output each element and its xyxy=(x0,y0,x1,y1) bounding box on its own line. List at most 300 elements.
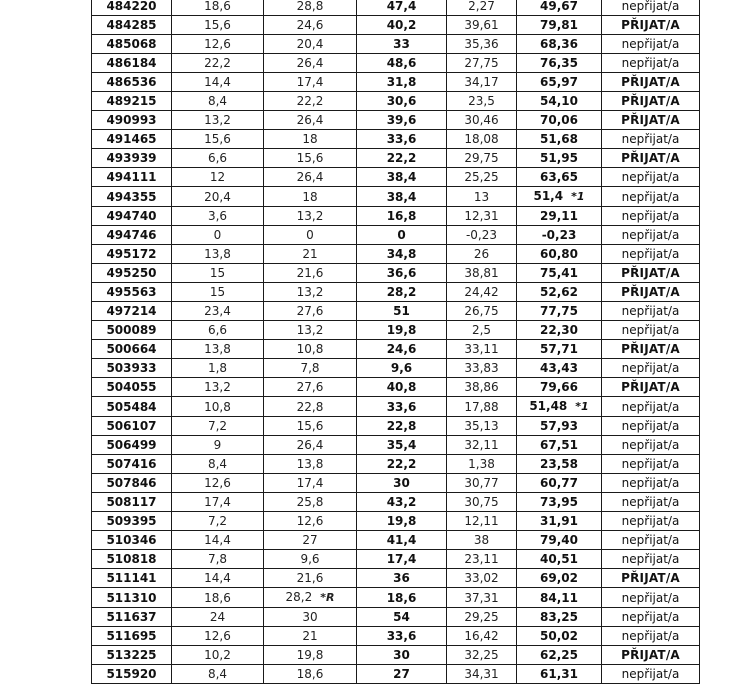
total-cell xyxy=(517,455,602,474)
applicant-id-cell xyxy=(92,340,172,359)
status-cell xyxy=(602,493,700,512)
score-b-cell xyxy=(264,378,357,397)
applicant-id-cell xyxy=(92,111,172,130)
score-b-cell xyxy=(264,73,357,92)
applicant-id-cell xyxy=(92,569,172,588)
status-cell-value: nepřijat/a xyxy=(621,247,680,261)
score-d-cell xyxy=(447,512,517,531)
subtotal-cell xyxy=(357,359,447,378)
status-cell xyxy=(602,0,700,16)
status-cell-value: nepřijat/a xyxy=(621,132,680,146)
score-d-cell xyxy=(447,550,517,569)
total-cell-value: 23,58 xyxy=(540,457,578,471)
table-row xyxy=(92,512,700,531)
status-cell xyxy=(602,436,700,455)
total-cell xyxy=(517,588,602,608)
score-d-cell-value: 1,38 xyxy=(468,457,495,471)
score-a-cell xyxy=(172,588,264,608)
score-a-cell-value: 7,8 xyxy=(207,552,228,566)
applicant-id-cell xyxy=(92,455,172,474)
score-d-cell-value: 25,25 xyxy=(464,170,499,184)
score-d-cell xyxy=(447,0,517,16)
applicant-id-cell xyxy=(92,73,172,92)
score-a-cell-value: 3,6 xyxy=(207,209,228,223)
table-row xyxy=(92,359,700,378)
subtotal-cell-value: 16,8 xyxy=(386,209,417,223)
total-cell xyxy=(517,531,602,550)
score-a-cell xyxy=(172,436,264,455)
score-d-cell-value: 26,75 xyxy=(464,304,499,318)
status-cell-value: nepřijat/a xyxy=(621,304,680,318)
total-cell-value: 49,67 xyxy=(540,0,578,13)
applicant-id-cell xyxy=(92,474,172,493)
score-d-cell-value: 39,61 xyxy=(464,18,499,32)
total-cell xyxy=(517,54,602,73)
score-b-cell-value: 28,2 xyxy=(285,590,313,604)
score-d-cell xyxy=(447,340,517,359)
score-a-cell xyxy=(172,569,264,588)
score-d-cell xyxy=(447,397,517,417)
total-cell xyxy=(517,149,602,168)
table-row xyxy=(92,226,700,245)
status-cell xyxy=(602,245,700,264)
status-cell xyxy=(602,187,700,207)
applicant-id-cell-value: 510346 xyxy=(106,533,157,547)
score-b-cell-value: 15,6 xyxy=(296,419,324,433)
score-d-cell xyxy=(447,264,517,283)
total-cell-value: 29,11 xyxy=(540,209,578,223)
subtotal-cell xyxy=(357,283,447,302)
subtotal-cell xyxy=(357,474,447,493)
score-b-cell-value: 15,6 xyxy=(296,151,324,165)
total-cell xyxy=(517,569,602,588)
status-cell-value: nepřijat/a xyxy=(621,399,680,414)
total-cell xyxy=(517,359,602,378)
total-cell xyxy=(517,207,602,226)
table-row xyxy=(92,283,700,302)
applicant-id-cell-value: 497214 xyxy=(106,304,157,318)
score-a-cell-value: 9 xyxy=(213,438,222,452)
status-cell xyxy=(602,359,700,378)
score-b-cell-value: 27 xyxy=(302,533,318,547)
applicant-id-cell xyxy=(92,512,172,531)
applicant-id-cell-value: 485068 xyxy=(106,37,157,51)
score-a-cell xyxy=(172,455,264,474)
score-d-cell xyxy=(447,359,517,378)
score-a-cell-value: 22,2 xyxy=(204,56,231,70)
subtotal-cell-value: 40,8 xyxy=(386,380,417,394)
total-cell xyxy=(517,340,602,359)
subtotal-cell xyxy=(357,531,447,550)
score-b-cell-value: 10,8 xyxy=(296,342,324,356)
score-b-cell-value: 27,6 xyxy=(296,304,324,318)
score-b-cell xyxy=(264,264,357,283)
score-d-cell-value: 29,75 xyxy=(464,151,499,165)
score-d-cell-value: 38 xyxy=(473,533,490,547)
table-row xyxy=(92,455,700,474)
applicant-id-cell-value: 505484 xyxy=(106,399,157,414)
total-cell xyxy=(517,264,602,283)
score-a-cell xyxy=(172,207,264,226)
total-cell-value: 79,40 xyxy=(540,533,578,547)
total-cell xyxy=(517,608,602,627)
score-b-cell-value: 9,6 xyxy=(300,552,320,566)
score-b-cell-value: 13,8 xyxy=(296,457,324,471)
total-cell-value: 73,95 xyxy=(540,495,578,509)
footnote-mark: *R xyxy=(320,591,335,604)
total-cell xyxy=(517,130,602,149)
score-a-cell-value: 8,4 xyxy=(207,94,228,108)
status-cell-value: nepřijat/a xyxy=(621,56,680,70)
score-d-cell-value: 18,08 xyxy=(464,132,499,146)
score-a-cell xyxy=(172,417,264,436)
status-cell-value: PŘIJAT/A xyxy=(621,113,680,127)
applicant-id-cell xyxy=(92,16,172,35)
subtotal-cell-value: 34,8 xyxy=(386,247,417,261)
applicant-id-cell-value: 495172 xyxy=(106,247,157,261)
score-a-cell-value: 6,6 xyxy=(207,323,228,337)
score-a-cell xyxy=(172,359,264,378)
subtotal-cell-value: 38,4 xyxy=(386,189,417,204)
total-cell-value: 40,51 xyxy=(540,552,578,566)
total-cell xyxy=(517,111,602,130)
status-cell-value: PŘIJAT/A xyxy=(621,75,680,89)
total-cell xyxy=(517,397,602,417)
score-a-cell-value: 12,6 xyxy=(204,37,231,51)
status-cell-value: PŘIJAT/A xyxy=(621,18,680,32)
score-b-cell-value: 25,8 xyxy=(296,495,324,509)
table-row xyxy=(92,340,700,359)
status-cell-value: nepřijat/a xyxy=(621,0,680,13)
score-b-cell xyxy=(264,207,357,226)
applicant-id-cell-value: 515920 xyxy=(106,667,157,681)
status-cell xyxy=(602,73,700,92)
subtotal-cell-value: 36,6 xyxy=(386,266,417,280)
applicant-id-cell xyxy=(92,149,172,168)
applicant-id-cell xyxy=(92,531,172,550)
status-cell-value: nepřijat/a xyxy=(621,590,680,605)
score-a-cell-value: 1,8 xyxy=(207,361,228,375)
score-a-cell xyxy=(172,646,264,665)
table-row xyxy=(92,245,700,264)
score-d-cell xyxy=(447,207,517,226)
score-a-cell-value: 14,4 xyxy=(204,571,231,585)
score-b-cell-value: 21 xyxy=(302,247,318,261)
score-d-cell xyxy=(447,245,517,264)
total-cell xyxy=(517,283,602,302)
score-b-cell xyxy=(264,54,357,73)
status-cell-value: PŘIJAT/A xyxy=(621,342,680,356)
score-d-cell xyxy=(447,302,517,321)
score-b-cell xyxy=(264,111,357,130)
results-table xyxy=(91,0,700,684)
total-cell-value: 70,06 xyxy=(540,113,578,127)
applicant-id-cell-value: 513225 xyxy=(106,648,157,662)
table-row xyxy=(92,54,700,73)
status-cell xyxy=(602,608,700,627)
total-cell xyxy=(517,417,602,436)
score-b-cell xyxy=(264,665,357,684)
total-cell xyxy=(517,646,602,665)
score-a-cell xyxy=(172,493,264,512)
score-d-cell xyxy=(447,474,517,493)
table-row xyxy=(92,264,700,283)
total-cell-value: 54,10 xyxy=(540,94,578,108)
score-b-cell xyxy=(264,302,357,321)
applicant-id-cell-value: 511310 xyxy=(106,590,157,605)
total-cell-value: 83,25 xyxy=(540,610,578,624)
score-a-cell-value: 15,6 xyxy=(204,132,231,146)
total-cell xyxy=(517,245,602,264)
applicant-id-cell xyxy=(92,436,172,455)
score-a-cell-value: 7,2 xyxy=(207,419,228,433)
total-cell-value: 77,75 xyxy=(540,304,578,318)
subtotal-cell xyxy=(357,321,447,340)
score-d-cell xyxy=(447,627,517,646)
score-d-cell xyxy=(447,608,517,627)
total-cell-value: 62,25 xyxy=(540,648,578,662)
total-cell xyxy=(517,627,602,646)
total-cell xyxy=(517,474,602,493)
score-a-cell xyxy=(172,378,264,397)
score-d-cell xyxy=(447,92,517,111)
total-cell-value: 76,35 xyxy=(540,56,578,70)
subtotal-cell xyxy=(357,111,447,130)
score-d-cell-value: 23,5 xyxy=(468,94,495,108)
score-a-cell-value: 18,6 xyxy=(204,0,231,13)
total-cell-value: 50,02 xyxy=(540,629,578,643)
applicant-id-cell-value: 491465 xyxy=(106,132,157,146)
table-row xyxy=(92,665,700,684)
table-row xyxy=(92,35,700,54)
subtotal-cell xyxy=(357,397,447,417)
subtotal-cell-value: 51 xyxy=(393,304,410,318)
score-b-cell-value: 19,8 xyxy=(296,648,324,662)
status-cell-value: nepřijat/a xyxy=(621,438,680,452)
total-cell xyxy=(517,73,602,92)
score-d-cell xyxy=(447,665,517,684)
total-cell xyxy=(517,0,602,16)
score-a-cell-value: 14,4 xyxy=(204,75,231,89)
status-cell-value: PŘIJAT/A xyxy=(621,94,680,108)
total-cell-value: 51,4 xyxy=(533,189,564,203)
score-a-cell xyxy=(172,397,264,417)
score-d-cell-value: 38,86 xyxy=(464,380,499,394)
score-a-cell xyxy=(172,550,264,569)
subtotal-cell xyxy=(357,73,447,92)
total-cell-value: 60,77 xyxy=(540,476,578,490)
score-d-cell xyxy=(447,321,517,340)
applicant-id-cell xyxy=(92,302,172,321)
status-cell-value: nepřijat/a xyxy=(621,514,680,528)
score-d-cell xyxy=(447,111,517,130)
subtotal-cell-value: 47,4 xyxy=(386,0,417,13)
subtotal-cell-value: 43,2 xyxy=(386,495,417,509)
score-a-cell-value: 15 xyxy=(209,266,226,280)
status-cell xyxy=(602,226,700,245)
score-a-cell xyxy=(172,321,264,340)
status-cell xyxy=(602,512,700,531)
applicant-id-cell xyxy=(92,550,172,569)
applicant-id-cell xyxy=(92,627,172,646)
applicant-id-cell-value: 494111 xyxy=(106,170,157,184)
applicant-id-cell-value: 503933 xyxy=(106,361,157,375)
subtotal-cell-value: 54 xyxy=(393,610,410,624)
score-b-cell xyxy=(264,283,357,302)
status-cell xyxy=(602,340,700,359)
subtotal-cell xyxy=(357,168,447,187)
score-d-cell-value: 29,25 xyxy=(464,610,499,624)
subtotal-cell-value: 36 xyxy=(393,571,410,585)
total-cell-value: 51,95 xyxy=(540,151,578,165)
score-a-cell-value: 12,6 xyxy=(204,629,231,643)
total-cell-value: 61,31 xyxy=(540,667,578,681)
status-cell-value: nepřijat/a xyxy=(621,629,680,643)
score-b-cell-value: 28,8 xyxy=(296,0,324,13)
score-d-cell-value: 34,31 xyxy=(464,667,499,681)
status-cell xyxy=(602,35,700,54)
score-d-cell xyxy=(447,35,517,54)
score-a-cell xyxy=(172,54,264,73)
score-b-cell xyxy=(264,588,357,608)
table-row xyxy=(92,92,700,111)
score-d-cell-value: 17,88 xyxy=(464,399,499,414)
status-cell xyxy=(602,92,700,111)
applicant-id-cell xyxy=(92,359,172,378)
subtotal-cell-value: 33,6 xyxy=(386,399,417,414)
applicant-id-cell xyxy=(92,130,172,149)
applicant-id-cell-value: 509395 xyxy=(106,514,157,528)
applicant-id-cell-value: 490993 xyxy=(106,113,157,127)
score-d-cell-value: 30,77 xyxy=(464,476,499,490)
subtotal-cell xyxy=(357,436,447,455)
applicant-id-cell-value: 494746 xyxy=(106,228,157,242)
score-d-cell-value: 33,83 xyxy=(464,361,499,375)
applicant-id-cell-value: 511637 xyxy=(106,610,157,624)
score-b-cell xyxy=(264,35,357,54)
status-cell xyxy=(602,16,700,35)
table-row xyxy=(92,187,700,207)
score-a-cell xyxy=(172,226,264,245)
score-a-cell xyxy=(172,474,264,493)
status-cell-value: nepřijat/a xyxy=(621,552,680,566)
score-d-cell xyxy=(447,417,517,436)
subtotal-cell xyxy=(357,550,447,569)
score-a-cell-value: 13,2 xyxy=(204,113,231,127)
score-b-cell-value: 30 xyxy=(302,610,318,624)
table-row xyxy=(92,588,700,608)
score-a-cell-value: 12,6 xyxy=(204,476,231,490)
applicant-id-cell-value: 493939 xyxy=(106,151,157,165)
table-row xyxy=(92,16,700,35)
score-b-cell-value: 13,2 xyxy=(296,209,324,223)
table-row xyxy=(92,0,700,16)
score-d-cell-value: -0,23 xyxy=(465,228,498,242)
total-cell xyxy=(517,226,602,245)
score-b-cell xyxy=(264,569,357,588)
status-cell xyxy=(602,531,700,550)
score-a-cell-value: 15 xyxy=(209,285,226,299)
score-b-cell xyxy=(264,627,357,646)
subtotal-cell-value: 33,6 xyxy=(386,629,417,643)
score-b-cell xyxy=(264,16,357,35)
score-a-cell xyxy=(172,340,264,359)
table-row xyxy=(92,130,700,149)
subtotal-cell xyxy=(357,207,447,226)
score-a-cell-value: 7,2 xyxy=(207,514,228,528)
applicant-id-cell-value: 511695 xyxy=(106,629,157,643)
status-cell-value: PŘIJAT/A xyxy=(621,266,680,280)
subtotal-cell xyxy=(357,588,447,608)
score-d-cell xyxy=(447,187,517,207)
score-d-cell-value: 35,13 xyxy=(464,419,499,433)
score-a-cell-value: 14,4 xyxy=(204,533,231,547)
applicant-id-cell xyxy=(92,226,172,245)
score-b-cell-value: 13,2 xyxy=(296,285,324,299)
score-b-cell-value: 0 xyxy=(306,228,314,242)
score-b-cell xyxy=(264,168,357,187)
applicant-id-cell xyxy=(92,646,172,665)
status-cell xyxy=(602,569,700,588)
score-b-cell xyxy=(264,608,357,627)
status-cell-value: PŘIJAT/A xyxy=(621,571,680,585)
subtotal-cell xyxy=(357,149,447,168)
score-b-cell-value: 27,6 xyxy=(296,380,324,394)
applicant-id-cell xyxy=(92,92,172,111)
score-b-cell-value: 26,4 xyxy=(296,113,324,127)
total-cell-value: 69,02 xyxy=(540,571,578,585)
score-b-cell xyxy=(264,149,357,168)
subtotal-cell xyxy=(357,92,447,111)
score-d-cell xyxy=(447,646,517,665)
score-d-cell xyxy=(447,130,517,149)
subtotal-cell xyxy=(357,608,447,627)
score-a-cell xyxy=(172,73,264,92)
score-a-cell-value: 6,6 xyxy=(207,151,228,165)
score-d-cell-value: 23,11 xyxy=(464,552,499,566)
total-cell-value: 52,62 xyxy=(540,285,578,299)
total-cell-value: 84,11 xyxy=(540,590,578,605)
score-d-cell-value: 34,17 xyxy=(464,75,499,89)
subtotal-cell-value: 31,8 xyxy=(386,75,417,89)
subtotal-cell xyxy=(357,512,447,531)
score-d-cell xyxy=(447,436,517,455)
status-cell-value: nepřijat/a xyxy=(621,189,680,204)
applicant-id-cell-value: 507846 xyxy=(106,476,157,490)
score-b-cell-value: 7,8 xyxy=(300,361,320,375)
score-d-cell-value: 30,46 xyxy=(464,113,499,127)
table-row xyxy=(92,111,700,130)
status-cell-value: nepřijat/a xyxy=(621,323,680,337)
applicant-id-cell-value: 500089 xyxy=(106,323,157,337)
subtotal-cell xyxy=(357,226,447,245)
applicant-id-cell-value: 486536 xyxy=(106,75,157,89)
applicant-id-cell-value: 506107 xyxy=(106,419,157,433)
score-b-cell xyxy=(264,340,357,359)
status-cell xyxy=(602,397,700,417)
score-d-cell-value: 30,75 xyxy=(464,495,499,509)
score-b-cell-value: 26,4 xyxy=(296,56,324,70)
score-a-cell xyxy=(172,283,264,302)
applicant-id-cell-value: 484220 xyxy=(106,0,157,13)
score-d-cell xyxy=(447,168,517,187)
score-d-cell-value: 35,36 xyxy=(464,37,499,51)
total-cell-value: 31,91 xyxy=(540,514,578,528)
total-cell xyxy=(517,321,602,340)
subtotal-cell-value: 19,8 xyxy=(386,323,417,337)
score-d-cell-value: 27,75 xyxy=(464,56,499,70)
subtotal-cell-value: 33,6 xyxy=(386,132,417,146)
